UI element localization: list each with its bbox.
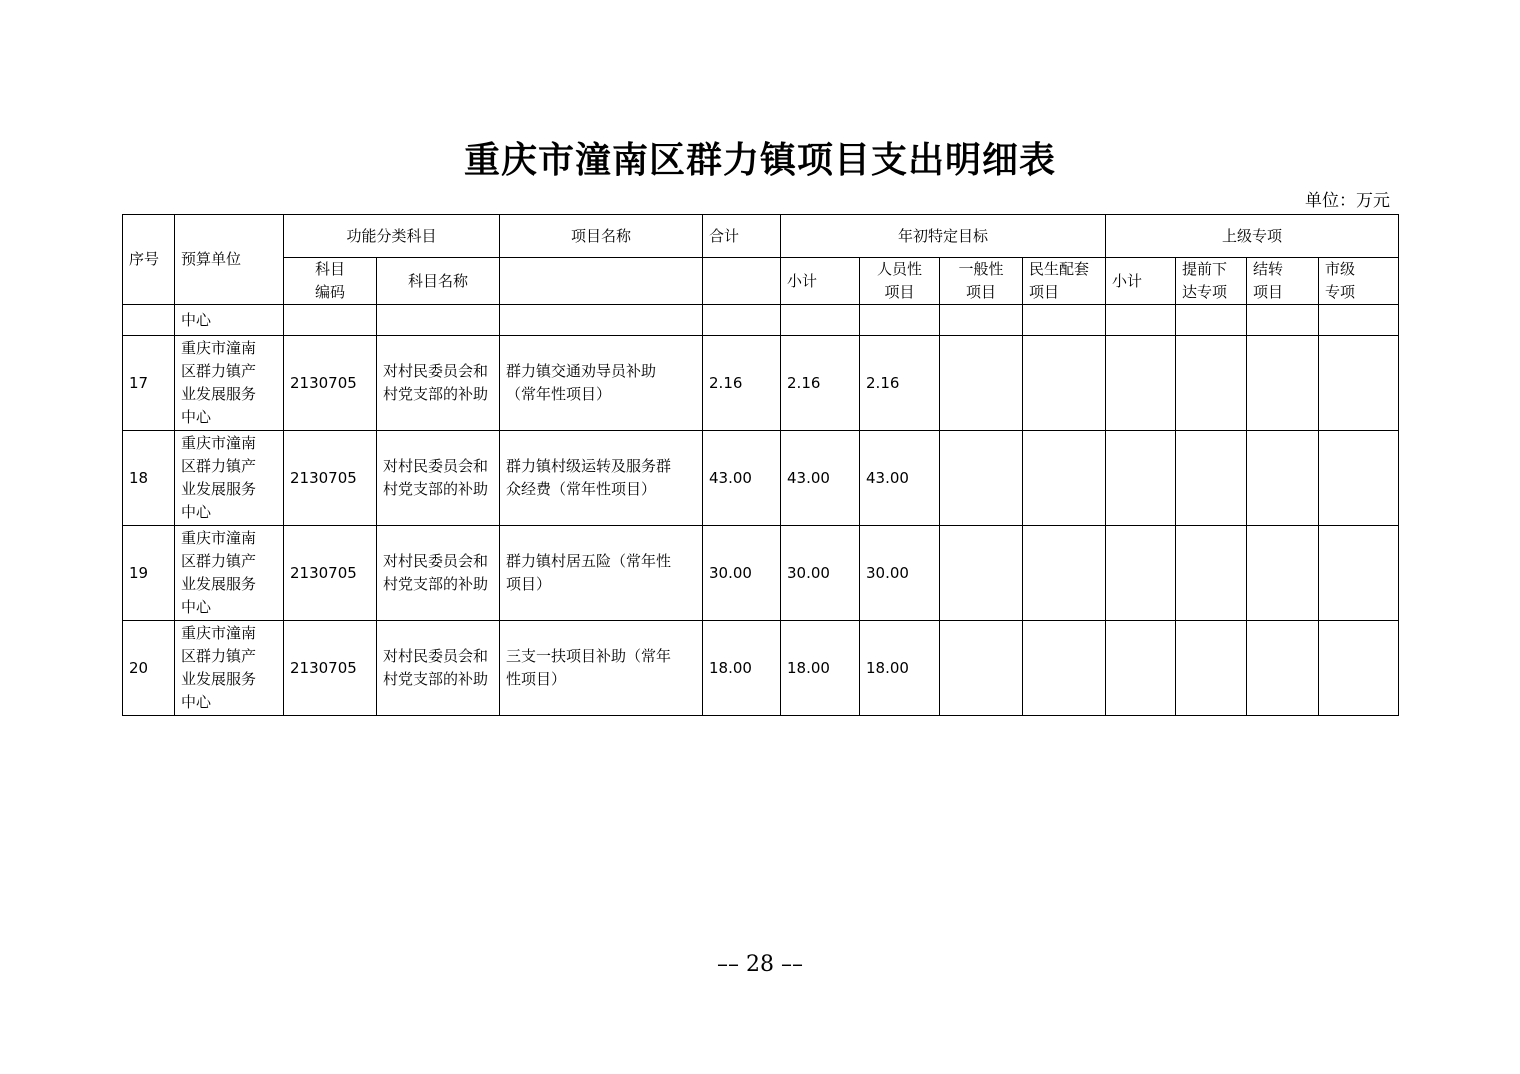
row-personnel: 43.00 bbox=[860, 431, 940, 526]
row-seq: 19 bbox=[123, 526, 175, 621]
continuation-unit: 中心 bbox=[175, 305, 284, 336]
header-sup-subtotal: 小计 bbox=[1106, 258, 1176, 305]
row-budget-unit: 重庆市潼南 区群力镇产 业发展服务 中心 bbox=[175, 526, 284, 621]
row-subtotal: 18.00 bbox=[781, 621, 860, 716]
expenditure-table bbox=[122, 214, 1399, 716]
header-carryover-line1: 结转 bbox=[1253, 260, 1284, 278]
header-subject-name: 科目名称 bbox=[377, 258, 500, 305]
row-subtotal: 43.00 bbox=[781, 431, 860, 526]
row-subject-code: 2130705 bbox=[284, 336, 377, 431]
row-subject-code: 2130705 bbox=[284, 621, 377, 716]
row-subject-name: 对村民委员会和 村党支部的补助 bbox=[377, 526, 500, 621]
row-project-name: 群力镇村居五险（常年性 项目） bbox=[500, 526, 703, 621]
header-general-line2: 项目 bbox=[966, 283, 997, 301]
header-advance-line1: 提前下 bbox=[1182, 260, 1228, 278]
header-livelihood bbox=[1023, 258, 1106, 305]
row-total: 2.16 bbox=[703, 336, 781, 431]
row-subject-code: 2130705 bbox=[284, 431, 377, 526]
header-subtotal: 小计 bbox=[781, 258, 860, 305]
row-seq: 18 bbox=[123, 431, 175, 526]
header-carryover-line2: 项目 bbox=[1253, 283, 1284, 301]
header-annual-target: 年初特定目标 bbox=[781, 215, 1106, 258]
table-row bbox=[123, 621, 1399, 716]
header-subject-code-line2: 编码 bbox=[314, 283, 345, 301]
page-number: –– 28 –– bbox=[717, 952, 803, 977]
row-total: 43.00 bbox=[703, 431, 781, 526]
header-superior: 上级专项 bbox=[1106, 215, 1399, 258]
header-project-name: 项目名称 bbox=[500, 215, 703, 258]
header-carryover bbox=[1247, 258, 1319, 305]
header-livelihood-line1: 民生配套 bbox=[1029, 260, 1090, 278]
row-total: 30.00 bbox=[703, 526, 781, 621]
header-budget-unit: 预算单位 bbox=[175, 215, 284, 305]
row-budget-unit: 重庆市潼南 区群力镇产 业发展服务 中心 bbox=[175, 336, 284, 431]
header-personnel-line1: 人员性 bbox=[877, 260, 923, 278]
row-subtotal: 30.00 bbox=[781, 526, 860, 621]
row-seq: 17 bbox=[123, 336, 175, 431]
table-row bbox=[123, 526, 1399, 621]
row-subject-name: 对村民委员会和 村党支部的补助 bbox=[377, 431, 500, 526]
header-personnel bbox=[860, 258, 940, 305]
row-subject-code: 2130705 bbox=[284, 526, 377, 621]
header-advance bbox=[1176, 258, 1247, 305]
header-personnel-line2: 项目 bbox=[884, 283, 915, 301]
row-subject-name: 对村民委员会和 村党支部的补助 bbox=[377, 336, 500, 431]
row-subject-name: 对村民委员会和 村党支部的补助 bbox=[377, 621, 500, 716]
header-seq: 序号 bbox=[123, 215, 175, 305]
continuation-row bbox=[123, 305, 1399, 336]
row-budget-unit: 重庆市潼南 区群力镇产 业发展服务 中心 bbox=[175, 621, 284, 716]
header-general bbox=[940, 258, 1023, 305]
header-city-line2: 专项 bbox=[1325, 283, 1356, 301]
header-total-blank bbox=[703, 258, 781, 305]
row-personnel: 30.00 bbox=[860, 526, 940, 621]
table-row bbox=[123, 336, 1399, 431]
row-project-name: 三支一扶项目补助（常年 性项目） bbox=[500, 621, 703, 716]
row-personnel: 18.00 bbox=[860, 621, 940, 716]
page-title: 重庆市潼南区群力镇项目支出明细表 bbox=[463, 139, 1056, 181]
unit-label: 单位：万元 bbox=[1305, 191, 1390, 211]
header-row-2 bbox=[123, 258, 1399, 305]
row-subtotal: 2.16 bbox=[781, 336, 860, 431]
header-general-line1: 一般性 bbox=[958, 260, 1004, 278]
header-city-line1: 市级 bbox=[1325, 260, 1356, 278]
header-row-1 bbox=[123, 215, 1399, 258]
header-total: 合计 bbox=[703, 215, 781, 258]
header-func-category: 功能分类科目 bbox=[284, 215, 500, 258]
row-budget-unit: 重庆市潼南 区群力镇产 业发展服务 中心 bbox=[175, 431, 284, 526]
header-livelihood-line2: 项目 bbox=[1029, 283, 1060, 301]
table-row bbox=[123, 431, 1399, 526]
row-total: 18.00 bbox=[703, 621, 781, 716]
header-subject-code bbox=[284, 258, 377, 305]
row-project-name: 群力镇村级运转及服务群 众经费（常年性项目） bbox=[500, 431, 703, 526]
row-seq: 20 bbox=[123, 621, 175, 716]
header-advance-line2: 达专项 bbox=[1182, 283, 1228, 301]
header-project-name-blank bbox=[500, 258, 703, 305]
header-city bbox=[1319, 258, 1399, 305]
row-personnel: 2.16 bbox=[860, 336, 940, 431]
row-project-name: 群力镇交通劝导员补助 （常年性项目） bbox=[500, 336, 703, 431]
header-subject-code-line1: 科目 bbox=[314, 260, 345, 278]
